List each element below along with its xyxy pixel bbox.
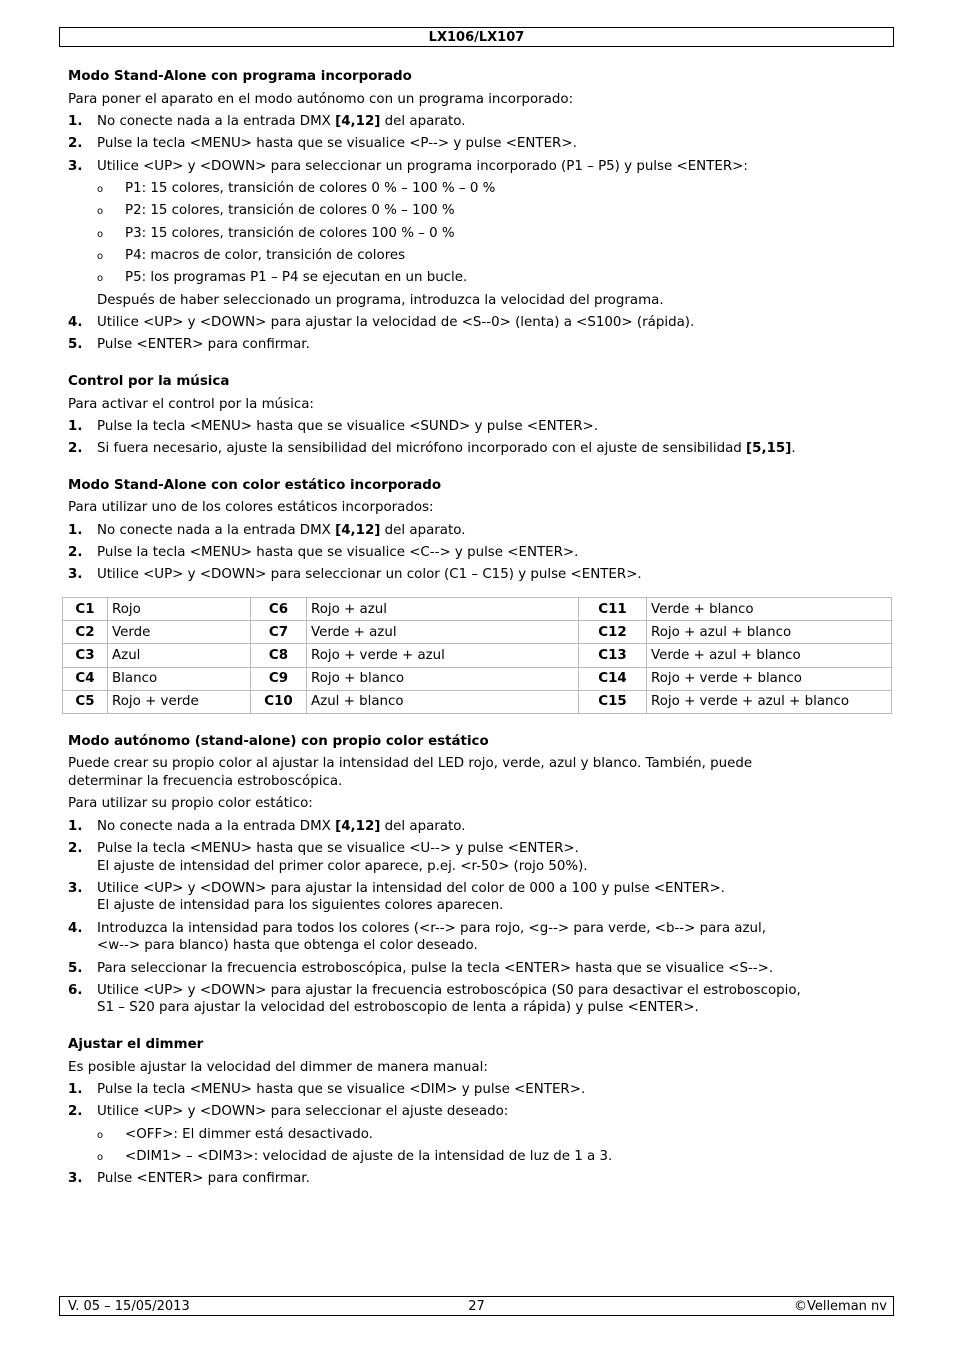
list-item: Pulse la tecla <MENU> hasta que se visualice <P--> y pulse <ENTER>. bbox=[97, 136, 577, 151]
list-item: Pulse <ENTER> para confirmar. bbox=[97, 1171, 310, 1186]
list-number: 6. bbox=[68, 983, 83, 998]
list-number: 5. bbox=[68, 961, 83, 976]
section-title-music-control: Control por la música bbox=[68, 374, 230, 389]
list-item: Pulse la tecla <MENU> hasta que se visualice <C--> y pulse <ENTER>. bbox=[97, 545, 579, 560]
page-number: 27 bbox=[468, 1299, 485, 1314]
document-title: LX106/LX107 bbox=[428, 30, 525, 45]
color-code: C6 bbox=[251, 598, 307, 621]
section-title-dimmer: Ajustar el dimmer bbox=[68, 1037, 204, 1052]
list-number: 3. bbox=[68, 881, 83, 896]
list-number: 2. bbox=[68, 1104, 83, 1119]
table-row bbox=[63, 644, 892, 667]
bullet-icon: o bbox=[97, 1130, 104, 1141]
section-intro: Para poner el aparato en el modo autónomo con un programa incorporado: bbox=[68, 92, 574, 107]
color-code: C15 bbox=[579, 690, 647, 713]
color-name: Verde + blanco bbox=[647, 598, 892, 621]
color-name: Verde bbox=[108, 621, 251, 644]
list-number: 1. bbox=[68, 114, 83, 129]
page-footer bbox=[59, 1296, 894, 1316]
color-name: Rojo + blanco bbox=[307, 667, 579, 690]
bullet-icon: o bbox=[97, 206, 104, 217]
copyright: ©Velleman nv bbox=[793, 1299, 887, 1314]
paragraph: determinar la frecuencia estroboscópica. bbox=[68, 774, 343, 789]
bullet-icon: o bbox=[97, 251, 104, 262]
section-title-static-color: Modo Stand-Alone con color estático incorporado bbox=[68, 478, 442, 493]
table-row bbox=[63, 690, 892, 713]
section-intro: Para utilizar uno de los colores estáticos incorporados: bbox=[68, 500, 434, 515]
color-code: C12 bbox=[579, 621, 647, 644]
list-number: 2. bbox=[68, 441, 83, 456]
color-name: Blanco bbox=[108, 667, 251, 690]
list-item: No conecte nada a la entrada DMX [4,12] del aparato. bbox=[97, 114, 466, 129]
bullet-item: P3: 15 colores, transición de colores 100 % – 0 % bbox=[125, 226, 455, 241]
color-name: Verde + azul bbox=[307, 621, 579, 644]
list-item: Utilice <UP> y <DOWN> para seleccionar un programa incorporado (P1 – P5) y pulse <ENTER>: bbox=[97, 159, 748, 174]
bullet-item: <OFF>: El dimmer está desactivado. bbox=[125, 1127, 373, 1142]
table-row bbox=[63, 667, 892, 690]
list-number: 1. bbox=[68, 819, 83, 834]
color-code: C14 bbox=[579, 667, 647, 690]
color-name: Rojo + azul bbox=[307, 598, 579, 621]
color-code: C4 bbox=[63, 667, 108, 690]
bullet-icon: o bbox=[97, 184, 104, 195]
list-item: No conecte nada a la entrada DMX [4,12] del aparato. bbox=[97, 819, 466, 834]
color-table bbox=[62, 597, 892, 714]
list-number: 4. bbox=[68, 315, 83, 330]
section-intro: Para utilizar su propio color estático: bbox=[68, 796, 313, 811]
list-item: Utilice <UP> y <DOWN> para seleccionar el ajuste deseado: bbox=[97, 1104, 509, 1119]
bullet-icon: o bbox=[97, 1152, 104, 1163]
color-code: C8 bbox=[251, 644, 307, 667]
paragraph: Puede crear su propio color al ajustar la intensidad del LED rojo, verde, azul y blanco. También, puede bbox=[68, 756, 753, 771]
list-item: Para seleccionar la frecuencia estroboscópica, pulse la tecla <ENTER> hasta que se visualice <S-->. bbox=[97, 961, 774, 976]
color-code: C2 bbox=[63, 621, 108, 644]
list-item: Si fuera necesario, ajuste la sensibilidad del micrófono incorporado con el ajuste de sensibilidad [5,15]. bbox=[97, 441, 796, 456]
list-item: Utilice <UP> y <DOWN> para ajustar la frecuencia estroboscópica (S0 para desactivar el estroboscopio, bbox=[97, 983, 801, 998]
list-item-continued: <w--> para blanco) hasta que obtenga el color deseado. bbox=[97, 938, 478, 953]
list-item: Utilice <UP> y <DOWN> para ajustar la intensidad del color de 000 a 100 y pulse <ENTER>. bbox=[97, 881, 725, 896]
list-item: No conecte nada a la entrada DMX [4,12] del aparato. bbox=[97, 523, 466, 538]
list-number: 1. bbox=[68, 419, 83, 434]
list-number: 1. bbox=[68, 523, 83, 538]
bullet-icon: o bbox=[97, 273, 104, 284]
section-title-standalone-program: Modo Stand-Alone con programa incorporado bbox=[68, 69, 412, 84]
color-name: Azul bbox=[108, 644, 251, 667]
color-name: Rojo bbox=[108, 598, 251, 621]
bullet-icon: o bbox=[97, 229, 104, 240]
list-number: 3. bbox=[68, 1171, 83, 1186]
list-item-continued: El ajuste de intensidad para los siguientes colores aparecen. bbox=[97, 898, 504, 913]
section-intro: Para activar el control por la música: bbox=[68, 397, 314, 412]
color-code: C9 bbox=[251, 667, 307, 690]
paragraph: Después de haber seleccionado un programa, introduzca la velocidad del programa. bbox=[97, 293, 664, 308]
list-item-continued: El ajuste de intensidad del primer color aparece, p.ej. <r-50> (rojo 50%). bbox=[97, 859, 588, 874]
list-number: 4. bbox=[68, 921, 83, 936]
list-item-continued: S1 – S20 para ajustar la velocidad del estroboscopio de lenta a rápida) y pulse <ENTER>. bbox=[97, 1000, 699, 1015]
bullet-item: P1: 15 colores, transición de colores 0 % – 100 % – 0 % bbox=[125, 181, 496, 196]
list-item: Pulse la tecla <MENU> hasta que se visualice <SUND> y pulse <ENTER>. bbox=[97, 419, 599, 434]
list-number: 1. bbox=[68, 1082, 83, 1097]
section-title-own-color: Modo autónomo (stand-alone) con propio color estático bbox=[68, 734, 489, 749]
list-number: 5. bbox=[68, 337, 83, 352]
list-item: Pulse la tecla <MENU> hasta que se visualice <DIM> y pulse <ENTER>. bbox=[97, 1082, 586, 1097]
bullet-item: <DIM1> – <DIM3>: velocidad de ajuste de la intensidad de luz de 1 a 3. bbox=[125, 1149, 613, 1164]
color-name: Verde + azul + blanco bbox=[647, 644, 892, 667]
color-name: Rojo + verde + azul + blanco bbox=[647, 690, 892, 713]
bullet-item: P5: los programas P1 – P4 se ejecutan en un bucle. bbox=[125, 270, 468, 285]
list-number: 3. bbox=[68, 567, 83, 582]
list-item: Introduzca la intensidad para todos los colores (<r--> para rojo, <g--> para verde, <b--> para azul, bbox=[97, 921, 766, 936]
color-code: C13 bbox=[579, 644, 647, 667]
list-item: Pulse la tecla <MENU> hasta que se visualice <U--> y pulse <ENTER>. bbox=[97, 841, 579, 856]
color-name: Azul + blanco bbox=[307, 690, 579, 713]
color-code: C7 bbox=[251, 621, 307, 644]
list-item: Utilice <UP> y <DOWN> para ajustar la velocidad de <S--0> (lenta) a <S100> (rápida). bbox=[97, 315, 695, 330]
bullet-item: P4: macros de color, transición de colores bbox=[125, 248, 406, 263]
list-item: Pulse <ENTER> para confirmar. bbox=[97, 337, 310, 352]
list-number: 3. bbox=[68, 159, 83, 174]
page-header bbox=[59, 27, 894, 47]
version-date: V. 05 – 15/05/2013 bbox=[68, 1299, 190, 1314]
color-name: Rojo + azul + blanco bbox=[647, 621, 892, 644]
table-row bbox=[63, 621, 892, 644]
color-name: Rojo + verde + azul bbox=[307, 644, 579, 667]
color-code: C11 bbox=[579, 598, 647, 621]
list-number: 2. bbox=[68, 545, 83, 560]
list-item: Utilice <UP> y <DOWN> para seleccionar un color (C1 – C15) y pulse <ENTER>. bbox=[97, 567, 642, 582]
color-name: Rojo + verde bbox=[108, 690, 251, 713]
table-row bbox=[63, 598, 892, 621]
color-name: Rojo + verde + blanco bbox=[647, 667, 892, 690]
list-number: 2. bbox=[68, 136, 83, 151]
color-code: C10 bbox=[251, 690, 307, 713]
color-code: C5 bbox=[63, 690, 108, 713]
list-number: 2. bbox=[68, 841, 83, 856]
section-intro: Es posible ajustar la velocidad del dimmer de manera manual: bbox=[68, 1060, 488, 1075]
color-code: C3 bbox=[63, 644, 108, 667]
bullet-item: P2: 15 colores, transición de colores 0 % – 100 % bbox=[125, 203, 455, 218]
color-code: C1 bbox=[63, 598, 108, 621]
